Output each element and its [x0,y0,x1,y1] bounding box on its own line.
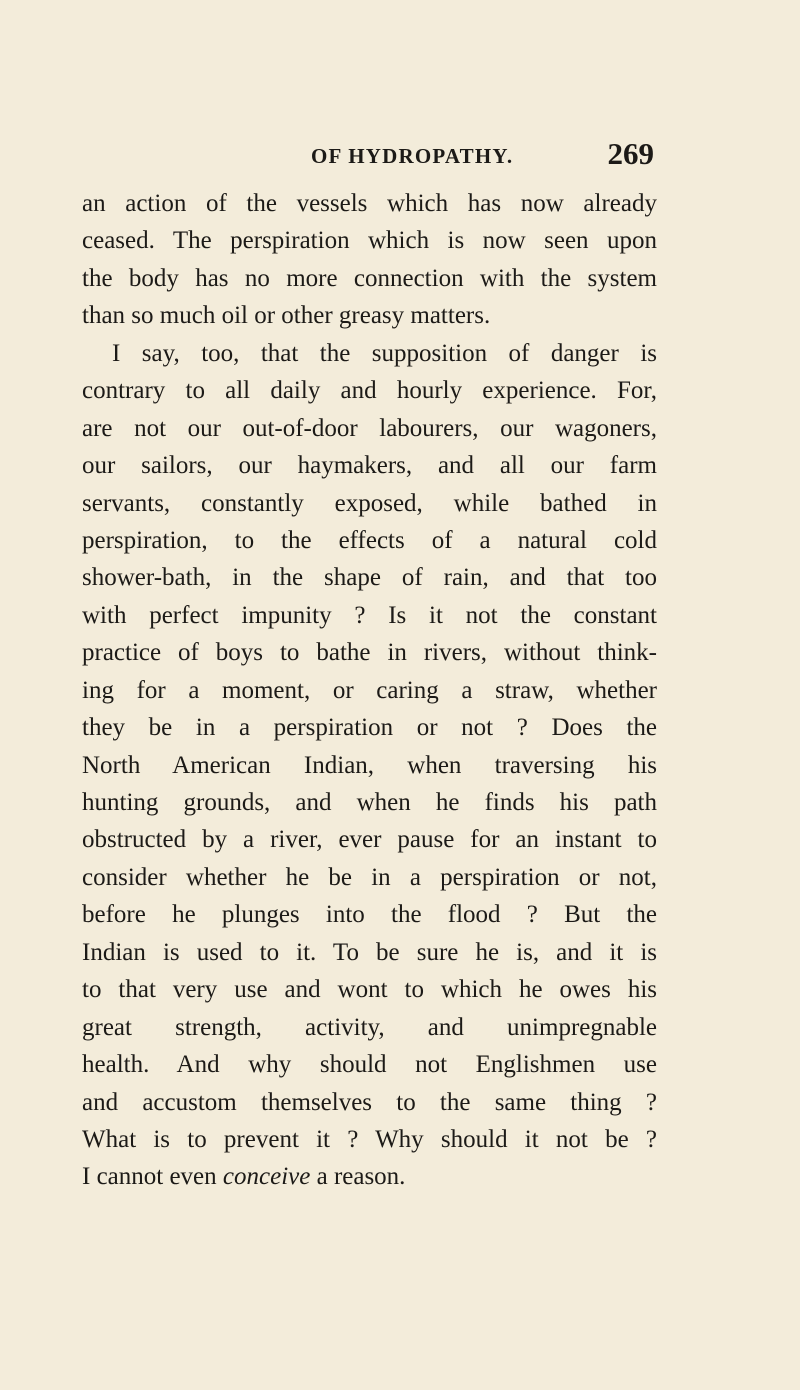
running-head [82,136,654,176]
text-line: they be in a perspiration or not ? Does the [82,714,657,742]
text-line: with perfect impunity ? Is it not the constant [82,601,657,629]
text-line: great strength, activity, and unimpregnable [82,1013,657,1041]
text-line: ing for a moment, or caring a straw, whether [82,676,657,704]
text-line: servants, constantly exposed, while bathed in [82,489,657,517]
page-number: 269 [607,136,654,171]
text-line: hunting grounds, and when he finds his path [82,789,657,816]
final-line-before: I cannot even [82,1163,223,1191]
body-text [82,185,657,1196]
text-line: practice of boys to bathe in rivers, without think- [82,639,657,667]
final-text-line [82,1158,657,1195]
text-line: and accustom themselves to the same thing ? [82,1088,657,1116]
final-line-after: a reason. [310,1163,406,1191]
text-line: the body has no more connection with the system [82,264,657,292]
text-line: our sailors, our haymakers, and all our farm [82,452,657,480]
text-line: What is to prevent it ? Why should it not be ? [82,1125,657,1153]
text-line: perspiration, to the effects of a natural cold [82,526,657,554]
text-line: than so much oil or other greasy matters. [82,302,491,330]
text-line: Indian is used to it. To be sure he is, and it is [82,938,657,966]
text-line: before he plunges into the flood ? But the [82,901,657,929]
running-title: OF HYDROPATHY. [311,144,514,168]
text-line: consider whether he be in a perspiration or not, [82,863,657,891]
text-line: health. And why should not Englishmen use [82,1051,657,1079]
paragraph-start-line: I say, too, that the supposition of danger is [112,339,657,367]
text-line: obstructed by a river, ever pause for an instant to [82,826,657,854]
emphasized-word: conceive [222,1163,311,1191]
text-line: North American Indian, when traversing his [82,751,657,779]
text-line: shower-bath, in the shape of rain, and that too [82,564,657,592]
text-line: an action of the vessels which has now already [82,190,657,217]
text-line: to that very use and wont to which he owes his [82,976,657,1004]
text-line: ceased. The perspiration which is now seen upon [82,227,657,255]
text-line: are not our out-of-door labourers, our wagoners, [82,414,657,442]
text-line: contrary to all daily and hourly experience. For, [82,377,657,405]
